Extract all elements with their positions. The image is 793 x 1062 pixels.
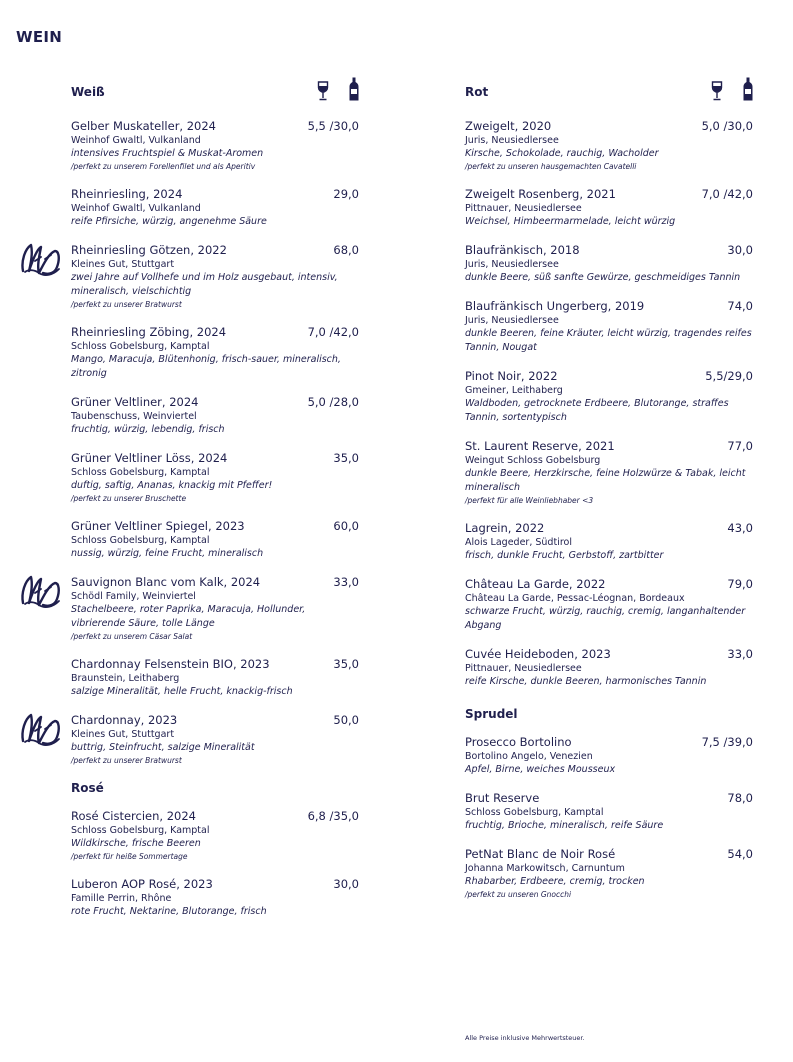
wine-producer: Johanna Markowitsch, Carnuntum [465,863,625,874]
wine-price: 77,0 [727,439,753,453]
wine-item [465,119,753,173]
wine-producer: Braunstein, Leithaberg [71,673,180,684]
wine-producer: Kleines Gut, Stuttgart [71,729,175,740]
wine-name: Zweigelt, 2020 [465,119,552,133]
wine-name: Luberon AOP Rosé, 2023 [71,877,213,891]
wine-producer: Schloss Gobelsburg, Kamptal [71,825,210,836]
wine-price: 79,0 [727,577,753,591]
wine-item [465,243,753,285]
wine-item [71,657,359,699]
wine-producer: Taubenschuss, Weinviertel [71,411,197,422]
price-footnote: Alle Preise inklusive Mehrwertsteuer. [465,1034,585,1042]
wine-tasting-notes: Waldboden, getrocknete Erdbeere, Blutorange, straffes Tannin, sortentypisch [465,398,729,423]
wine-pairing: /perfekt für heiße Sommertage [71,852,188,861]
wine-producer: Juris, Neusiedlersee [465,259,559,270]
wine-price: 5,5/29,0 [705,369,753,383]
wine-tasting-notes: Kirsche, Schokolade, rauchig, Wacholder [465,148,659,159]
wine-tasting-notes: reife Pfirsiche, würzig, angenehme Säure [71,216,267,227]
wine-item [71,519,359,561]
wine-pairing: /perfekt zu unserer Bruschette [71,494,187,503]
wine-item [465,577,753,633]
wine-item [465,791,753,833]
wine-name: Prosecco Bortolino [465,735,572,749]
wine-tasting-notes: Weichsel, Himbeermarmelade, leicht würzig [465,216,676,227]
wine-pairing: /perfekt zu unserem Cäsar Salat [71,632,193,641]
wine-item [465,847,753,901]
wine-tasting-notes: rote Frucht, Nektarine, Blutorange, frisch [71,906,267,917]
wine-price: 6,8 /35,0 [307,809,359,823]
wine-item [71,451,359,505]
wine-pairing: /perfekt zu unseren hausgemachten Cavatelli [465,162,637,171]
nalty-signature-badge [19,709,63,749]
wine-tasting-notes: schwarze Frucht, würzig, rauchig, cremig, langanhaltender Abgang [465,606,746,631]
wine-tasting-notes: duftig, saftig, Ananas, knackig mit Pfeffer! [71,480,273,491]
wine-price: 7,5 /39,0 [701,735,753,749]
wine-name: Grüner Veltliner Löss, 2024 [71,451,228,465]
wine-name: Grüner Veltliner Spiegel, 2023 [71,519,245,533]
wine-item [71,575,359,643]
wine-name: Château La Garde, 2022 [465,577,606,591]
section-title-weiss: Weiß [71,85,105,99]
wine-item [465,521,753,563]
wine-name: Pinot Noir, 2022 [465,369,558,383]
wine-glass-icon [317,81,329,101]
wine-name: Chardonnay, 2023 [71,713,178,727]
wine-name: Rheinriesling, 2024 [71,187,183,201]
wine-price: 5,5 /30,0 [307,119,359,133]
wine-price: 68,0 [333,243,359,257]
wine-name: Lagrein, 2022 [465,521,545,535]
wine-producer: Alois Lageder, Südtirol [465,537,572,548]
wine-item [71,187,359,229]
wine-tasting-notes: zwei Jahre auf Vollhefe und im Holz ausgebaut, intensiv, mineralisch, vielschichtig [71,272,338,297]
wine-tasting-notes: Wildkirsche, frische Beeren [71,838,201,849]
wine-name: Chardonnay Felsenstein BIO, 2023 [71,657,270,671]
wine-item [465,735,753,777]
wine-producer: Schödl Family, Weinviertel [71,591,196,602]
wine-tasting-notes: dunkle Beere, Herzkirsche, feine Holzwürze & Tabak, leicht mineralisch [465,468,746,493]
right-column [465,85,753,901]
wine-tasting-notes: Apfel, Birne, weiches Mousseux [465,764,616,775]
wine-name: St. Laurent Reserve, 2021 [465,439,615,453]
wine-tasting-notes: dunkle Beeren, feine Kräuter, leicht würzig, tragendes reifes Tannin, Nougat [465,328,752,353]
wine-name: Rosé Cistercien, 2024 [71,809,196,823]
section-title-rose: Rosé [71,781,104,795]
wine-price: 30,0 [727,243,753,257]
wine-producer: Kleines Gut, Stuttgart [71,259,175,270]
wine-tasting-notes: dunkle Beere, süß sanfte Gewürze, geschmeidiges Tannin [465,272,741,283]
wine-item [465,647,753,689]
wine-producer: Schloss Gobelsburg, Kamptal [465,807,604,818]
section-header-weiss [71,85,359,107]
wine-producer: Gmeiner, Leithaberg [465,385,563,396]
wine-glass-icon [711,81,723,101]
wine-price: 7,0 /42,0 [701,187,753,201]
wine-name: Grüner Veltliner, 2024 [71,395,199,409]
wine-price: 5,0 /30,0 [701,119,753,133]
wine-producer: Schloss Gobelsburg, Kamptal [71,467,210,478]
wine-price: 50,0 [333,713,359,727]
wine-producer: Juris, Neusiedlersee [465,135,559,146]
wine-producer: Pittnauer, Neusiedlersee [465,663,582,674]
wine-tasting-notes: frisch, dunkle Frucht, Gerbstoff, zartbitter [465,550,664,561]
wine-item [71,119,359,173]
serving-icons [317,77,359,101]
wine-tasting-notes: buttrig, Steinfrucht, salzige Mineralität [71,742,255,753]
wine-producer: Bortolino Angelo, Venezien [465,751,593,762]
nalty-signature-badge [19,571,63,611]
wine-tasting-notes: Stachelbeere, roter Paprika, Maracuja, Hollunder, vibrierende Säure, tolle Länge [71,604,306,629]
wine-tasting-notes: nussig, würzig, feine Frucht, mineralisch [71,548,264,559]
page-title: WEIN [16,28,63,46]
wine-producer: Schloss Gobelsburg, Kamptal [71,341,210,352]
wine-producer: Juris, Neusiedlersee [465,315,559,326]
wine-name: Rheinriesling Götzen, 2022 [71,243,227,257]
wine-tasting-notes: salzige Mineralität, helle Frucht, knackig-frisch [71,686,293,697]
wine-producer: Château La Garde, Pessac-Léognan, Bordeaux [465,593,685,604]
wine-bottle-icon [349,77,359,101]
wine-price: 29,0 [333,187,359,201]
wine-pairing: /perfekt zu unserem Forellenfilet und als Aperitiv [71,162,256,171]
wine-price: 35,0 [333,451,359,465]
wine-pairing: /perfekt zu unserer Bratwurst [71,756,182,765]
wine-name: Rheinriesling Zöbing, 2024 [71,325,227,339]
wine-name: Gelber Muskateller, 2024 [71,119,217,133]
wine-price: 35,0 [333,657,359,671]
wine-item [71,877,359,919]
wine-item [71,325,359,381]
wine-item [71,713,359,767]
wine-name: PetNat Blanc de Noir Rosé [465,847,616,861]
wine-tasting-notes: reife Kirsche, dunkle Beeren, harmonisches Tannin [465,676,707,687]
wine-item [465,187,753,229]
section-title-rot: Rot [465,85,489,99]
wine-name: Sauvignon Blanc vom Kalk, 2024 [71,575,261,589]
wine-price: 7,0 /42,0 [307,325,359,339]
wine-tasting-notes: fruchtig, würzig, lebendig, frisch [71,424,225,435]
serving-icons [711,77,753,101]
wine-pairing: /perfekt zu unserer Bratwurst [71,300,182,309]
wine-pairing: /perfekt zu unseren Gnocchi [465,890,572,899]
wine-name: Cuvée Heideboden, 2023 [465,647,611,661]
wine-producer: Schloss Gobelsburg, Kamptal [71,535,210,546]
wine-name: Zweigelt Rosenberg, 2021 [465,187,616,201]
wine-producer: Famille Perrin, Rhône [71,893,172,904]
wine-name: Brut Reserve [465,791,540,805]
wine-tasting-notes: intensives Fruchtspiel & Muskat-Aromen [71,148,264,159]
wine-price: 33,0 [333,575,359,589]
wine-pairing: /perfekt für alle Weinliebhaber <3 [465,496,594,505]
wine-producer: Pittnauer, Neusiedlersee [465,203,582,214]
wine-price: 5,0 /28,0 [307,395,359,409]
wine-price: 74,0 [727,299,753,313]
wine-item [71,809,359,863]
wine-item [71,395,359,437]
wine-producer: Weinhof Gwaltl, Vulkanland [71,203,201,214]
wine-item [465,439,753,507]
wine-item [465,299,753,355]
wine-tasting-notes: fruchtig, Brioche, mineralisch, reife Säure [465,820,664,831]
wine-tasting-notes: Rhabarber, Erdbeere, cremig, trocken [465,876,645,887]
wine-price: 33,0 [727,647,753,661]
wine-price: 60,0 [333,519,359,533]
left-column [71,85,359,919]
nalty-signature-badge [19,239,63,279]
wine-price: 30,0 [333,877,359,891]
wine-name: Blaufränkisch Ungerberg, 2019 [465,299,645,313]
wine-item [71,243,359,311]
wine-item [465,369,753,425]
section-header-rot [465,85,753,107]
wine-price: 43,0 [727,521,753,535]
section-title-sprudel: Sprudel [465,707,518,721]
wine-bottle-icon [743,77,753,101]
wine-price: 54,0 [727,847,753,861]
wine-name: Blaufränkisch, 2018 [465,243,580,257]
wine-price: 78,0 [727,791,753,805]
wine-producer: Weingut Schloss Gobelsburg [465,455,601,466]
wine-tasting-notes: Mango, Maracuja, Blütenhonig, frisch-sauer, mineralisch, zitronig [71,354,341,379]
wine-producer: Weinhof Gwaltl, Vulkanland [71,135,201,146]
